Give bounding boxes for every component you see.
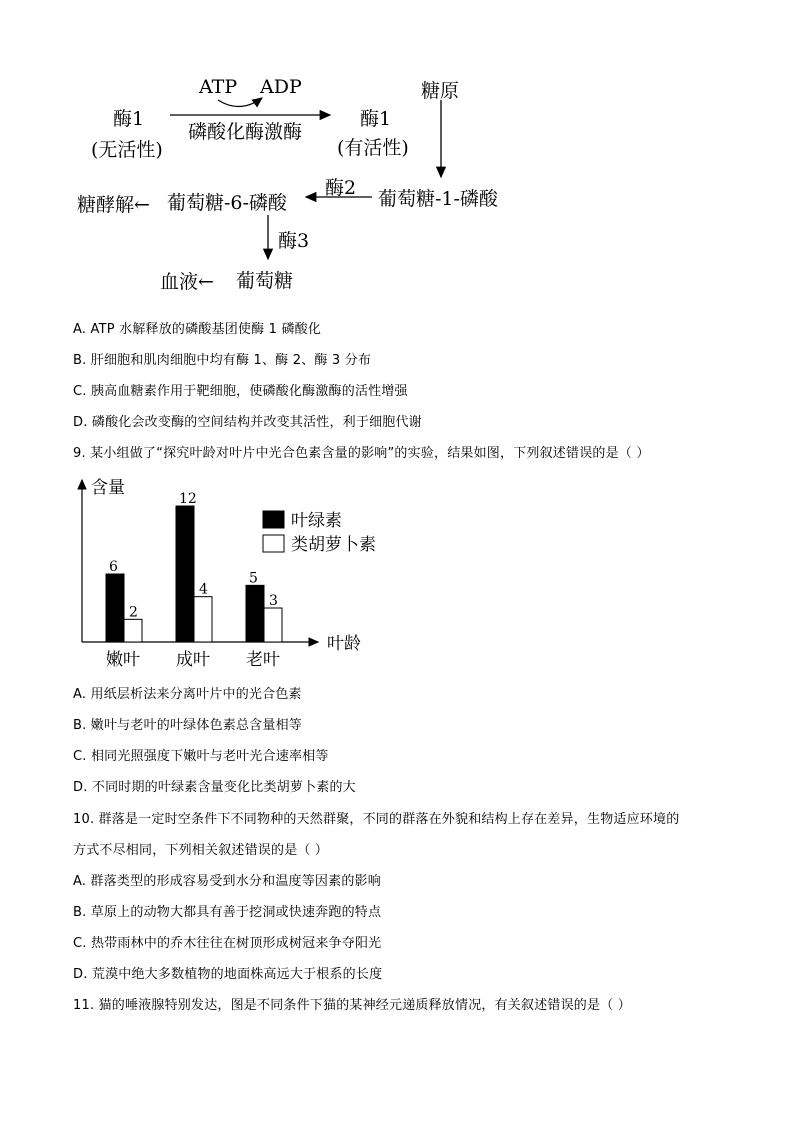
glycogen-label: 糖原 xyxy=(421,80,460,102)
category-label: 嫩叶 xyxy=(106,650,140,670)
y-axis-label: 含量 xyxy=(91,478,125,498)
enzyme3-label: 酶3 xyxy=(278,230,310,252)
q8-option-b[interactable]: B. 肝细胞和肌肉细胞中均有酶 1、酶 2、酶 3 分布 xyxy=(73,353,372,368)
q9-option-c[interactable]: C. 相同光照强度下嫩叶与老叶光合速率相等 xyxy=(73,749,329,764)
q9-option-b[interactable]: B. 嫩叶与老叶的叶绿体色素总含量相等 xyxy=(73,718,302,733)
bar-carotenoid-2 xyxy=(264,608,282,642)
glycolysis-label: 糖酵解← xyxy=(77,194,150,216)
legend-swatch xyxy=(263,535,284,552)
category-label: 成叶 xyxy=(176,650,210,670)
chart-legend xyxy=(263,511,376,555)
q9-option-d[interactable]: D. 不同时期的叶绿素含量变化比类胡萝卜素的大 xyxy=(73,780,356,795)
bar-chlorophyll-0 xyxy=(106,574,124,642)
bar-chlorophyll-1 xyxy=(176,506,194,642)
q8-option-c[interactable]: C. 胰高血糖素作用于靶细胞，使磷酸化酶激酶的活性增强 xyxy=(73,384,408,399)
q10-option-a[interactable]: A. 群落类型的形成容易受到水分和温度等因素的影响 xyxy=(73,874,381,889)
bar-value-label: 3 xyxy=(269,593,278,609)
bar-value-label: 6 xyxy=(109,559,118,575)
enzyme1-active-label: 酶1 xyxy=(360,108,392,130)
legend-label: 叶绿素 xyxy=(291,511,342,531)
bar-group xyxy=(106,491,282,670)
enzyme2-label: 酶2 xyxy=(325,177,357,199)
bar-value-label: 4 xyxy=(199,581,208,598)
adp-label: ADP xyxy=(260,76,302,98)
legend-swatch xyxy=(263,511,284,528)
bar-value-label: 12 xyxy=(179,491,197,507)
g1p-label: 葡萄糖-1-磷酸 xyxy=(378,188,498,210)
q10-option-d[interactable]: D. 荒漠中绝大多数植物的地面株高远大于根系的长度 xyxy=(73,967,383,982)
bar-chlorophyll-2 xyxy=(246,585,264,642)
bar-value-label: 5 xyxy=(249,570,258,587)
bar-value-label: 2 xyxy=(129,604,138,621)
q8-option-a[interactable]: A. ATP 水解释放的磷酸基团使酶 1 磷酸化 xyxy=(73,322,322,337)
pathway-arrows xyxy=(0,0,794,300)
g6p-label: 葡萄糖-6-磷酸 xyxy=(167,192,287,214)
q9-stem: 9. 某小组做了“探究叶龄对叶片中光合色素含量的影响”的实验，结果如图，下列叙述错误的是（ ） xyxy=(73,446,650,461)
q10-option-c[interactable]: C. 热带雨林中的乔木往往在树顶形成树冠来争夺阳光 xyxy=(73,936,382,951)
q8-option-d[interactable]: D. 磷酸化会改变酶的空间结构并改变其活性，利于细胞代谢 xyxy=(73,415,422,430)
q10-stem-line2: 方式不尽相同，下列相关叙述错误的是（ ） xyxy=(73,843,329,858)
category-label: 老叶 xyxy=(246,650,280,670)
q11-stem: 11. 猫的唾液腺特别发达，图是不同条件下猫的某神经元递质释放情况，有关叙述错误的是（ ） xyxy=(73,998,631,1013)
q9-option-a[interactable]: A. 用纸层析法来分离叶片中的光合色素 xyxy=(73,687,302,702)
glucose-label: 葡萄糖 xyxy=(236,270,294,292)
bar-carotenoid-1 xyxy=(194,597,212,642)
active-state-label: (有活性) xyxy=(337,137,409,159)
atp-adp-curve-arrow xyxy=(218,98,262,107)
leaf-age-pigment-chart xyxy=(0,470,794,675)
blood-label: 血液← xyxy=(160,271,214,293)
enzyme1-inactive-label: 酶1 xyxy=(113,108,145,130)
q10-option-b[interactable]: B. 草原上的动物大都具有善于挖洞或快速奔跑的特点 xyxy=(73,905,382,920)
kinase-label: 磷酸化酶激酶 xyxy=(188,121,303,143)
atp-label: ATP xyxy=(199,76,238,98)
bar-carotenoid-0 xyxy=(124,619,142,642)
inactive-state-label: (无活性) xyxy=(91,139,163,161)
q10-stem-line1: 10. 群落是一定时空条件下不同物种的天然群聚，不同的群落在外貌和结构上存在差异，生物适应环境的 xyxy=(73,812,680,827)
legend-label: 类胡萝卜素 xyxy=(291,535,376,555)
x-axis-label: 叶龄 xyxy=(327,634,361,654)
